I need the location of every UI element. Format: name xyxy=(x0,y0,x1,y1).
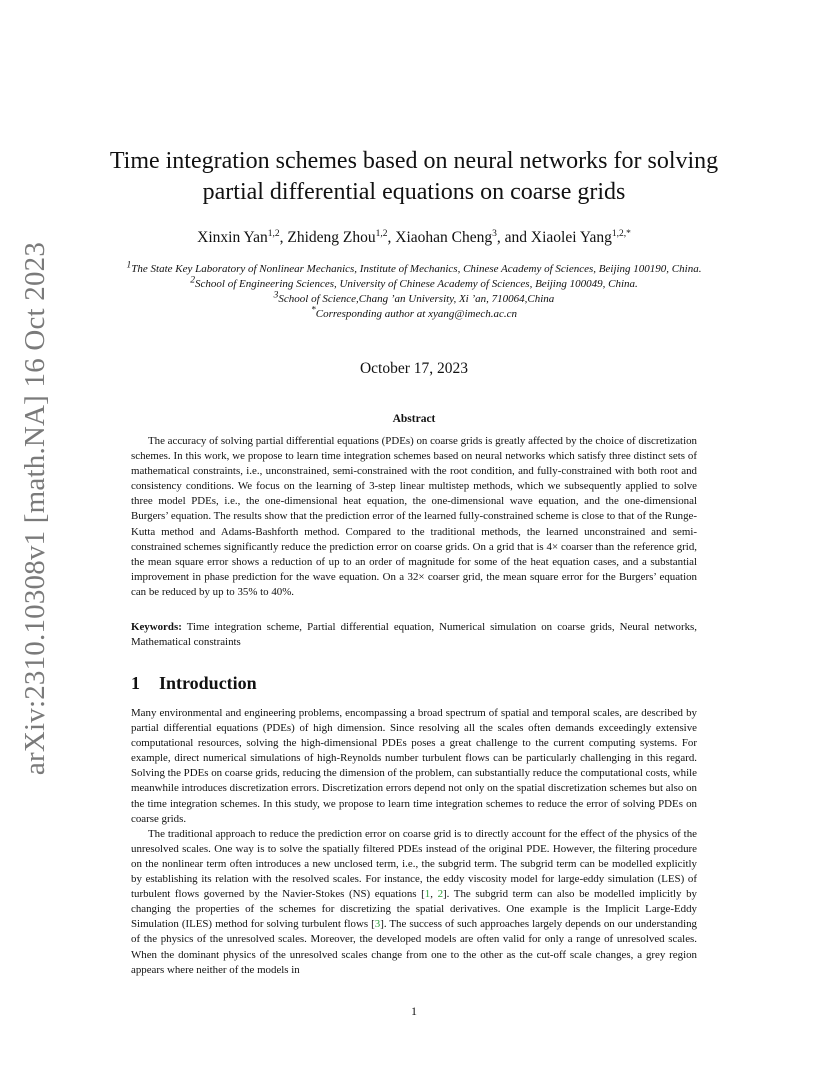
arxiv-identifier: arXiv:2310.10308v1 [math.NA] 16 Oct 2023 xyxy=(19,241,52,775)
abstract-heading: Abstract xyxy=(392,413,436,425)
paragraph: Many environmental and engineering problems, encompassing a broad spectrum of spatial and temporal scales, are described by partial differential equations (PDEs) of high dimension. Since resolving all the scales often demands exceedingly extensive computational resources, solving the high-dimensional PDEs poses a great challenge to the current computing systems. For example, direct numerical simulations of high-Reynolds number turbulent flows can be particularly challenging in this regard. Solving the PDEs on coarse grids, reducing the dimension of the problem, can substantially reduce the computational costs, while meanwhile introduces discretization errors. Discretization errors depend not only on the spatial discretization schemes but also on the time integration schemes. In this study, we propose to learn time integration schemes to reduce the error of solving PDEs on coarse grids. xyxy=(131,707,697,825)
affiliation: *Corresponding author at xyang@imech.ac.cn xyxy=(310,305,517,320)
publication-date: October 17, 2023 xyxy=(359,360,469,377)
introduction-body xyxy=(131,706,697,978)
author: Zhideng Zhou$^{1,2}$, xyxy=(287,228,396,246)
keywords-label: Keywords: xyxy=(131,621,182,633)
section-heading xyxy=(131,673,257,694)
author: Xiaohan Cheng$^3$, and xyxy=(395,228,531,246)
abstract-body xyxy=(131,434,697,600)
author: Xinxin Yan$^{1,2}$, xyxy=(197,228,288,246)
citation-link[interactable]: 3 xyxy=(374,918,381,931)
citation-link[interactable]: 2 xyxy=(437,888,444,901)
paragraph: The traditional approach to reduce the prediction error on coarse grid is to directly account for the effect of the physics of the unresolved scales. One way is to solve the spatially filtered PDEs instead of the original PDE. However, the filtering procedure on the nonlinear term often introduces a new unclosed term, i.e., the subgrid term. The subgrid term can be modelled explicitly by establishing its relation with the resolved scales. For instance, the eddy viscosity model for large-eddy simulation (LES) of turbulent flows governed by the Navier-Stokes (NS) equations [1, 2]. The subgrid term can also be modelled implicitly by changing the properties of the schemes for discretizing the spatial derivatives. One example is the Implicit Large-Eddy Simulation (ILES) method for solving turbulent flows [3]. The success of such approaches largely depends on our understanding of the physics of the unresolved scales. Moreover, the developed models are often valid for only a range of unresolved scales. When the dominant physics of the unresolved scales change from one to the other as the cut-off scale changes, a grey region appears where neither of the models in xyxy=(131,827,698,976)
author: Xiaolei Yang$^{1,2,*}$ xyxy=(530,228,631,246)
section-title: Introduction xyxy=(159,673,257,693)
affiliation: $^3$School of Science,Chang ’an University, Xi ’an, 710064,China xyxy=(273,290,555,305)
keywords xyxy=(131,620,697,650)
affiliation-list xyxy=(90,262,738,322)
affiliation: $^2$School of Engineering Sciences, University of Chinese Academy of Sciences, Beijing 100049, China. xyxy=(190,275,638,290)
page-number: 1 xyxy=(411,1004,417,1018)
abstract-text: The accuracy of solving partial differential equations (PDEs) on coarse grids is greatly affected by the choice of discretization schemes. In this work, we propose to learn time integration schemes based on neural networks which satisfy three distinct sets of mathematical constraints, i.e., unconstrained, semi-constrained with the root condition, and fully-constrained with both root and consistency conditions. We focus on the learning of 3-step linear multistep methods, which we subsequently applied to solve three model PDEs, i.e., the one-dimensional heat equation, the one-dimensional wave equation, and the one-dimensional Burgers’ equation. The results show that the prediction error of the learned fully-constrained scheme is close to that of the Runge-Kutta method and Adams-Bashforth method. Compared to the traditional methods, the learned unconstrained and semi-constrained schemes significantly reduce the prediction error on coarse grids. On a grid that is 4× coarser than the reference grid, the mean square error shows a reduction of up to an order of magnitude for some of the heat equation cases, and a substantial improvement in phase prediction for the wave equation. On a 32× coarser grid, the mean square error for the Burgers’ equation can be reduced by up to 35% to 40%. xyxy=(131,435,697,598)
paper-title: Time integration schemes based on neural networks for solving partial differential equations on coarse grids xyxy=(109,148,719,205)
affiliation: $^1$The State Key Laboratory of Nonlinear Mechanics, Institute of Mechanics, Chinese Academy of Sciences, Beijing 100190, China. xyxy=(126,260,702,275)
citation-link[interactable]: 1 xyxy=(424,888,431,901)
author-list xyxy=(90,229,738,247)
arxiv-sidebar xyxy=(10,228,62,788)
keywords-text: Time integration scheme, Partial differential equation, Numerical simulation on coarse grids, Neural networks, Mathematical constraints xyxy=(131,621,698,649)
section-number: 1 xyxy=(131,673,140,693)
